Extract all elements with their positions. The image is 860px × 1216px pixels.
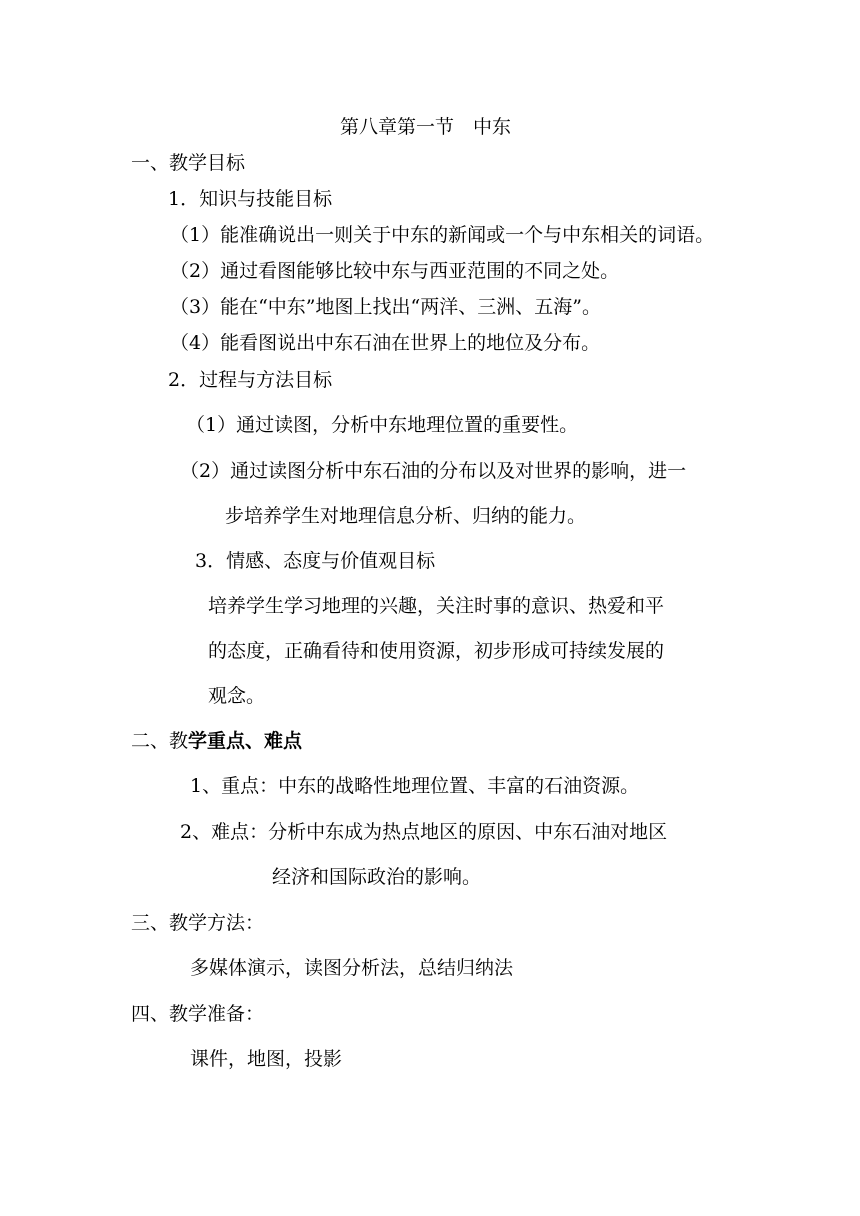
section-heading-methods: 三、教学方法： — [131, 912, 265, 934]
difficulty-item-continuation: 经济和国际政治的影响。 — [272, 866, 482, 888]
subheading-knowledge-skills: 1．知识与技能目标 — [168, 188, 333, 210]
objective-item: （3）能在“中东”地图上找出“两洋、三洲、五海”。 — [170, 296, 601, 318]
paragraph-line: 观念。 — [208, 685, 266, 707]
section-heading-preparation: 四、教学准备： — [131, 1003, 265, 1025]
difficulty-item: 2、难点：分析中东成为热点地区的原因、中东石油对地区 — [180, 821, 668, 843]
section-heading-key-points-plain: 二、教 — [131, 730, 189, 752]
objective-item: （2）通过读图分析中东石油的分布以及对世界的影响，进一 — [180, 460, 687, 482]
section-heading-key-points-bold: 学重点、难点 — [188, 730, 303, 752]
methods-content: 多媒体演示，读图分析法，总结归纳法 — [190, 957, 514, 979]
key-point-item: 1、重点：中东的战略性地理位置、丰富的石油资源。 — [190, 775, 640, 797]
paragraph-line: 培养学生学习地理的兴趣，关注时事的意识、热爱和平 — [208, 595, 665, 617]
paragraph-line: 的态度，正确看待和使用资源，初步形成可持续发展的 — [208, 640, 665, 662]
section-heading-objectives: 一、教学目标 — [131, 152, 246, 174]
subheading-process-method: 2．过程与方法目标 — [168, 369, 333, 391]
objective-item-continuation: 步培养学生对地理信息分析、归纳的能力。 — [225, 505, 587, 527]
objective-item: （1）通过读图，分析中东地理位置的重要性。 — [186, 414, 579, 436]
objective-item: （4）能看图说出中东石油在世界上的地位及分布。 — [170, 332, 601, 354]
objective-item: （2）通过看图能够比较中东与西亚范围的不同之处。 — [170, 260, 620, 282]
section-heading-key-points — [131, 728, 302, 754]
document-title: 第八章第一节 中东 — [340, 116, 512, 138]
preparation-content: 课件，地图，投影 — [190, 1048, 343, 1070]
subheading-emotion-values: 3．情感、态度与价值观目标 — [195, 550, 436, 572]
objective-item: （1）能准确说出一则关于中东的新闻或一个与中东相关的词语。 — [170, 224, 715, 246]
